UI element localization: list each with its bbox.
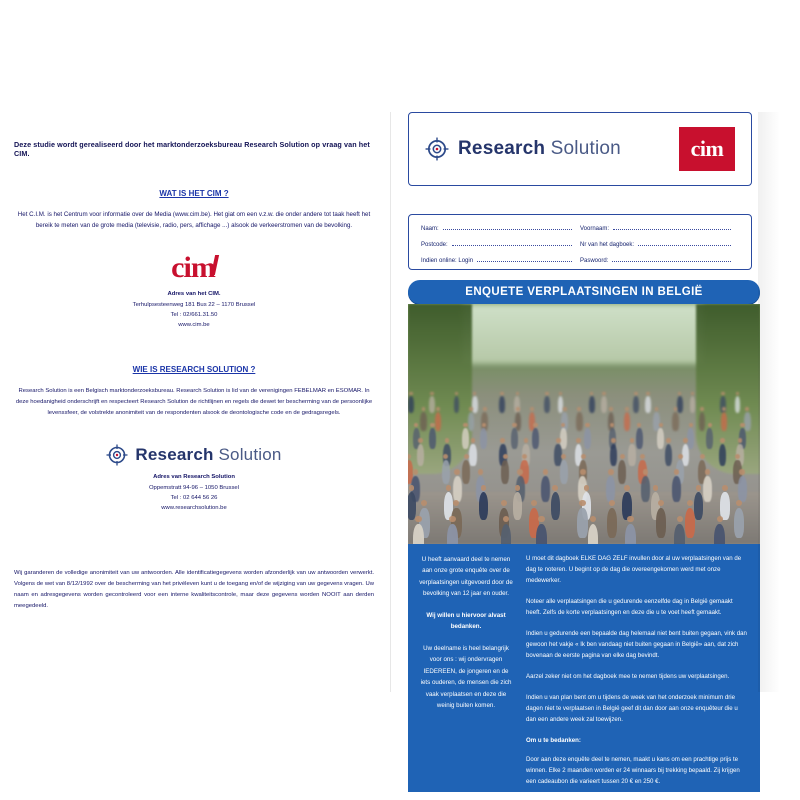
- target-icon: [425, 137, 449, 161]
- photo-crowd-figures: [408, 384, 760, 544]
- privacy-notice: Wij garanderen de volledige anonimiteit van uw antwoorden. Alle identificatiegegevens worden afzonderlijk van uw antwoorden verwerkt. Volgens de wet van 8/12/1992 over de bescherming van het privéleven kunt u de toegang en/of de wijziging van uw gegevens vragen. Uw naam en adresgegevens worden gecontroleerd voor een interne kwaliteitscontrole, maar deze gegevens worden NOOIT aan derden meegedeeld.: [14, 569, 374, 609]
- postcode-label: Postcode:: [421, 242, 448, 248]
- intro-left-thanks: Wij willen u hiervoor alvast bedanken.: [426, 611, 506, 631]
- rs-logo-bold: Research: [135, 445, 214, 465]
- name-input[interactable]: [443, 222, 572, 230]
- page-fold-divider: [390, 112, 391, 692]
- login-label: Indien online: Login: [421, 258, 474, 264]
- intro-left-p2: Uw deelname is heel belangrijk voor ons : wij ondervragen IEDEREEN, de jongeren en de iets ouderen, de mensen die zich vaak verplaatsen en deze die weinig buiten komen.: [420, 644, 512, 710]
- rs-section-title: WIE IS RESEARCH SOLUTION ?: [132, 364, 256, 374]
- rs-address-line-3[interactable]: www.researchsolution.be: [161, 505, 227, 512]
- intro-left-p1: U heeft aanvaard deel te nemen aan onze grote enquête over de verplaatsingen uitgevoerd door de bevolking van 12 jaar en ouder.: [419, 556, 513, 598]
- intro-right-p6: Door aan deze enquête deel te nemen, maakt u kans om een prachtige prijs te winnen. Elke 2 maanden worden er 24 winnaars bij trekking bepaald. Zij krijgen een cadeaubon die varieert tussen 20 € en 250 €.: [526, 755, 740, 785]
- form-row-online: [421, 254, 739, 264]
- diary-number-input[interactable]: [638, 238, 731, 246]
- rs-section-body: Research Solution is een Belgisch marktonderzoeksbureau. Research Solution is lid van de verenigingen FEBELMAR en ESOMAR. In deze hoedanigheid onderschrijft en respecteert Research Solution de richtlijnen en regels die dewet ter bescherming van de persoonlijke levenssfeer, de volstrekte anonimiteit van de respondenten alsook de deontologische code en de gedragsregels.: [15, 387, 373, 416]
- cover-photo-crowd: [408, 304, 760, 544]
- respondent-form: [408, 214, 752, 270]
- cim-address: [14, 289, 374, 330]
- cim-logo-badge: [679, 127, 735, 171]
- cover-rs-logo-light: Solution: [550, 138, 621, 159]
- cim-address-line-2: Tel : 02/661.31.50: [170, 312, 218, 319]
- rs-address-heading: Adres van Research Solution: [153, 474, 235, 481]
- diary-number-label: Nr van het dagboek:: [580, 242, 635, 248]
- name-label: Naam:: [421, 226, 439, 232]
- cim-address-line-3[interactable]: www.cim.be: [178, 322, 210, 329]
- cim-badge-text: cim: [690, 136, 724, 161]
- intro-right-p4: Aarzel zeker niet om het dagboek mee te nemen tijdens uw verplaatsingen.: [526, 672, 730, 680]
- password-input[interactable]: [612, 254, 731, 262]
- cim-section-title: WAT IS HET CIM ?: [159, 188, 229, 198]
- right-panel: [408, 112, 786, 785]
- photo-sky: [463, 304, 703, 364]
- rs-logo-light: Solution: [218, 445, 282, 465]
- intro-right-p6-heading: Om u te bedanken:: [526, 736, 581, 744]
- rs-address-line-1: Oppemstratt 94-96 – 1050 Brussel: [148, 484, 240, 491]
- lead-statement: Deze studie wordt gerealiseerd door het marktonderzoeksbureau Research Solution op vraag van het CIM.: [14, 140, 370, 159]
- cover-title: ENQUETE VERPLAATSINGEN IN BELGIË: [465, 286, 703, 298]
- postcode-input[interactable]: [452, 238, 572, 246]
- form-row-postcode: [421, 238, 739, 248]
- cover-research-solution-logo: [425, 137, 621, 161]
- intro-right-p2: Noteer alle verplaatsingen die u gedurende eenzelfde dag in België gemaakt heeft. Zelfs de korte verplaatsingen en deze die u te voet heeft gemaakt.: [526, 597, 733, 616]
- firstname-label: Voornaam:: [580, 226, 610, 232]
- login-input[interactable]: [477, 254, 572, 262]
- rs-address: [14, 472, 374, 513]
- form-row-name: [421, 222, 739, 232]
- cim-address-heading: Adres van het CIM.: [167, 291, 221, 298]
- cim-logo: [14, 253, 374, 283]
- cover-rs-logo-bold: Research: [458, 138, 546, 159]
- cim-section-body: Het C.I.M. is het Centrum voor informatie over de Media (www.cim.be). Het giat om een v.z.w. die onder andere tot taak heeft het bereik te meten van de grote media (televisie, radio, pers, affichage ...) alsook de verkeerstromen van de bevolking.: [17, 210, 371, 229]
- cover-logo-box: [408, 112, 752, 186]
- intro-right-column: [526, 554, 748, 798]
- intro-right-p3: Indien u gedurende een bepaalde dag helemaal niet bent buiten gegaan, vink dan gewoon het vakje « Ik ben vandaag niet buiten gegaan in België» aan, dat zich bovenaan de eerste pagina van elke dag bevindt.: [526, 629, 747, 659]
- target-icon: [106, 444, 128, 466]
- intro-right-p5: Indien u van plan bent om u tijdens de week van het onderzoek minimum drie dagen niet te verplaatsen in België geef dit dan door aan onze enquêteur die u dan een andere week zal toewijzen.: [526, 693, 738, 723]
- intro-left-column: [418, 554, 514, 712]
- cim-address-line-1: Terhulpsesteenweg 181 Bus 22 – 1170 Brussel: [132, 301, 256, 308]
- rs-address-line-2: Tel : 02 644 56 26: [170, 495, 218, 502]
- intro-right-p1: U moet dit dagboek ELKE DAG ZELF invullen door al uw verplaatsingen van de dag te noteren. U begint op de dag die overeengekomen werd met onze medewerker.: [526, 555, 742, 584]
- password-label: Paswoord:: [580, 258, 609, 264]
- research-solution-logo: [14, 444, 374, 466]
- left-panel: [14, 140, 374, 685]
- firstname-input[interactable]: [613, 222, 731, 230]
- cover-intro-text-block: [408, 544, 760, 792]
- cover-title-banner: [408, 280, 760, 304]
- cim-logo-text: cim: [171, 251, 215, 285]
